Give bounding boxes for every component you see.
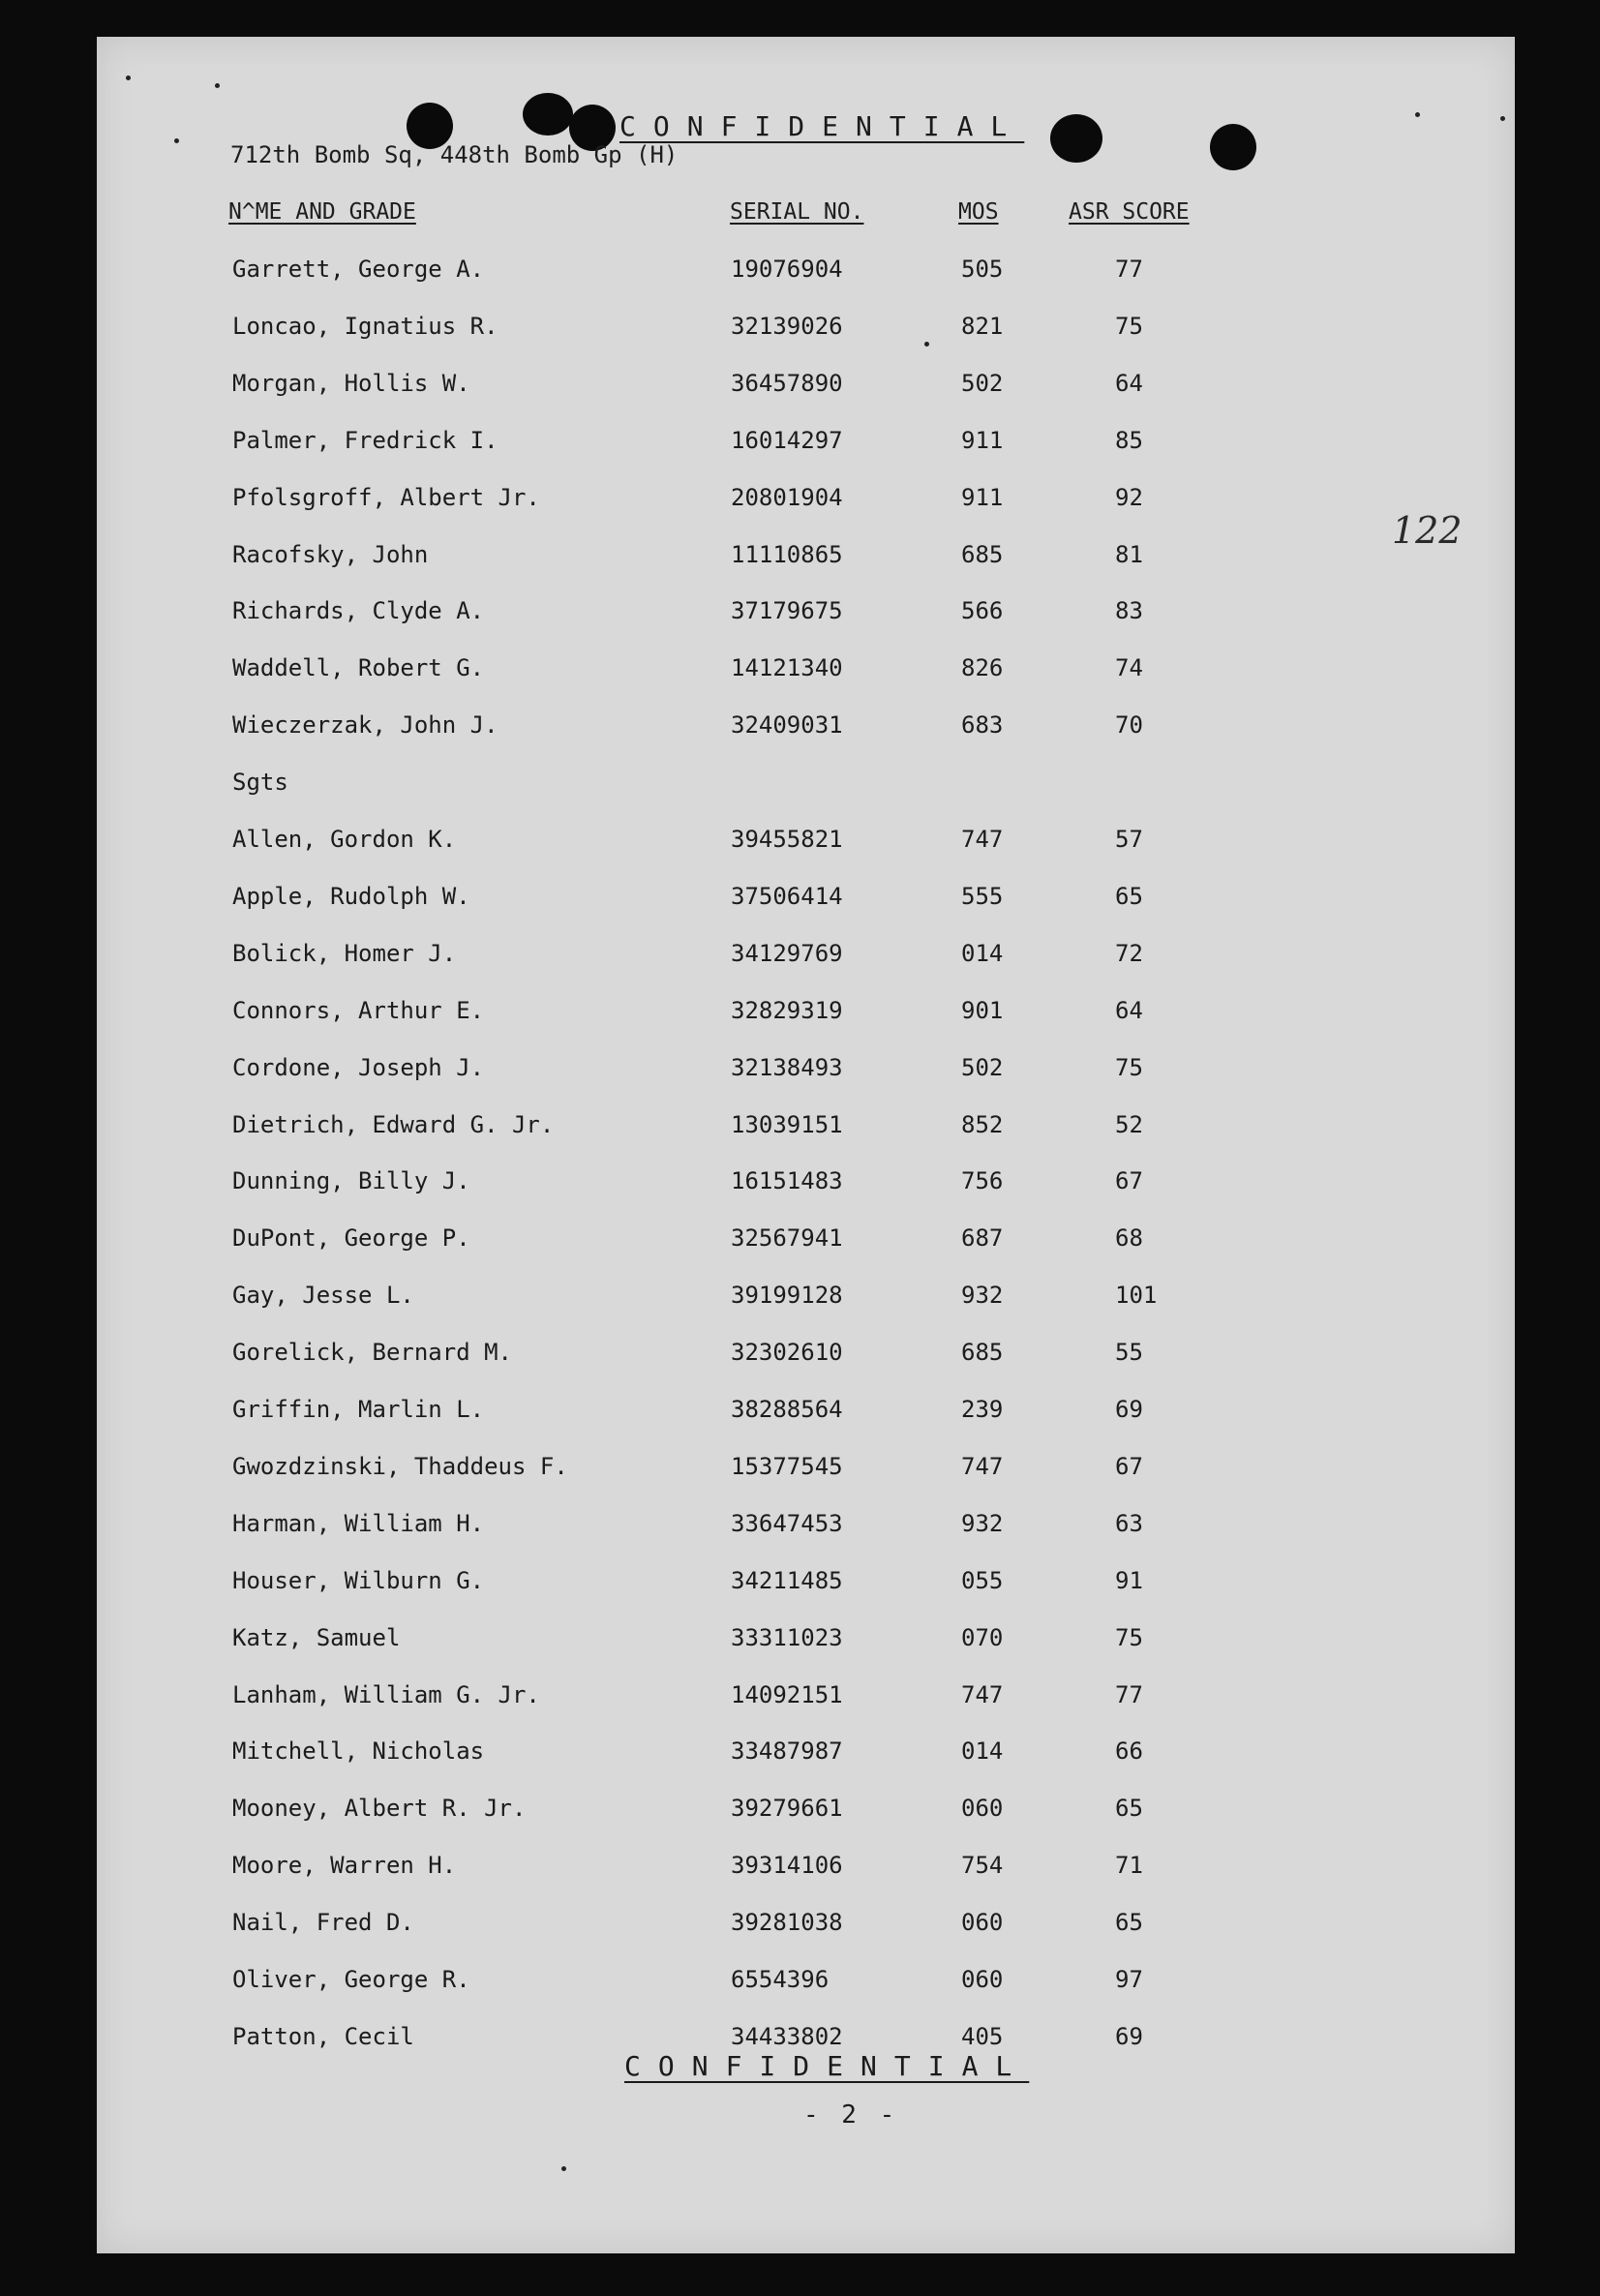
cell-serial: 32409031: [731, 711, 843, 740]
cell-serial: 32829319: [731, 996, 843, 1024]
cell-serial: 36457890: [731, 369, 843, 397]
cell-name: DuPont, George P.: [232, 1224, 470, 1253]
cell-name: Loncao, Ignatius R.: [232, 312, 498, 340]
cell-score: 67: [1115, 1452, 1143, 1480]
paper-speck: [1500, 116, 1505, 121]
table-row: [97, 1795, 1515, 1833]
cell-mos: 911: [961, 426, 1004, 454]
table-row: [97, 541, 1515, 580]
cell-name: Allen, Gordon K.: [232, 826, 457, 853]
document-page: [97, 37, 1515, 2253]
cell-mos: 687: [961, 1224, 1004, 1253]
cell-name: Pfolsgroff, Albert Jr.: [232, 483, 540, 511]
table-row: [97, 1966, 1515, 2005]
cell-name: Wieczerzak, John J.: [232, 711, 498, 740]
table-row: [97, 313, 1515, 351]
cell-mos: 911: [961, 483, 1004, 511]
cell-mos: 901: [961, 996, 1004, 1024]
cell-mos: 932: [961, 1282, 1004, 1310]
cell-mos: 566: [961, 597, 1004, 625]
cell-name: Connors, Arthur E.: [232, 996, 485, 1024]
cell-serial: 37179675: [731, 597, 843, 625]
cell-name: Gorelick, Bernard M.: [232, 1339, 512, 1367]
table-row: [97, 1339, 1515, 1377]
paper-speck: [174, 138, 179, 143]
cell-name: Gwozdzinski, Thaddeus F.: [232, 1452, 568, 1480]
cell-score: 67: [1115, 1167, 1143, 1195]
classification-header: CONFIDENTIAL: [619, 110, 1025, 142]
cell-score: 68: [1115, 1224, 1143, 1253]
classification-footer: CONFIDENTIAL: [624, 2050, 1030, 2082]
table-row: [97, 1054, 1515, 1093]
cell-score: 69: [1115, 2022, 1143, 2050]
table-row: [97, 769, 1515, 807]
cell-serial: 14092151: [731, 1680, 843, 1708]
cell-name: Griffin, Marlin L.: [232, 1396, 485, 1423]
cell-serial: 11110865: [731, 540, 843, 568]
paper-speck: [561, 2166, 566, 2171]
cell-serial: 33487987: [731, 1737, 843, 1766]
punch-hole: [1210, 124, 1256, 170]
cell-name: Mooney, Albert R. Jr.: [232, 1795, 527, 1823]
cell-name: Moore, Warren H.: [232, 1852, 457, 1880]
table-row: [97, 1453, 1515, 1492]
cell-name: Dietrich, Edward G. Jr.: [232, 1110, 555, 1138]
cell-serial: 39281038: [731, 1909, 843, 1937]
cell-score: 92: [1115, 483, 1143, 511]
cell-mos: 747: [961, 1680, 1004, 1708]
table-row: [97, 711, 1515, 750]
cell-mos: 070: [961, 1623, 1004, 1651]
cell-mos: 555: [961, 882, 1004, 910]
cell-name: Patton, Cecil: [232, 2022, 414, 2050]
cell-score: 83: [1115, 597, 1143, 625]
cell-mos: 055: [961, 1566, 1004, 1594]
cell-name: Cordone, Joseph J.: [232, 1053, 485, 1081]
cell-score: 66: [1115, 1737, 1143, 1766]
cell-serial: 16014297: [731, 426, 843, 454]
cell-name: Houser, Wilburn G.: [232, 1566, 485, 1594]
cell-score: 57: [1115, 826, 1143, 853]
cell-serial: 37506414: [731, 882, 843, 910]
column-header-serial: SERIAL NO.: [730, 199, 864, 225]
table-row: [97, 1510, 1515, 1549]
cell-score: 70: [1115, 711, 1143, 740]
column-header-mos: MOS: [958, 199, 999, 225]
table-row: [97, 1852, 1515, 1890]
cell-serial: 39279661: [731, 1795, 843, 1823]
cell-score: 65: [1115, 882, 1143, 910]
cell-serial: 33311023: [731, 1623, 843, 1651]
cell-score: 91: [1115, 1566, 1143, 1594]
table-row: [97, 597, 1515, 636]
cell-serial: 15377545: [731, 1452, 843, 1480]
table-row: [97, 1567, 1515, 1606]
table-row: [97, 1167, 1515, 1206]
cell-mos: 060: [961, 1909, 1004, 1937]
cell-serial: 39314106: [731, 1852, 843, 1880]
table-row: [97, 1282, 1515, 1320]
cell-score: 75: [1115, 1053, 1143, 1081]
cell-serial: 32139026: [731, 312, 843, 340]
paper-speck: [215, 83, 220, 88]
cell-mos: 683: [961, 711, 1004, 740]
cell-mos: 826: [961, 654, 1004, 682]
cell-name: Racofsky, John: [232, 540, 429, 568]
cell-name: Katz, Samuel: [232, 1623, 401, 1651]
table-row: [97, 1396, 1515, 1435]
cell-mos: 014: [961, 1737, 1004, 1766]
cell-name: Bolick, Homer J.: [232, 939, 457, 967]
cell-name: Palmer, Fredrick I.: [232, 426, 498, 454]
cell-mos: 756: [961, 1167, 1004, 1195]
cell-score: 75: [1115, 312, 1143, 340]
cell-name: Nail, Fred D.: [232, 1909, 414, 1937]
cell-name: Richards, Clyde A.: [232, 597, 485, 625]
cell-serial: 38288564: [731, 1396, 843, 1423]
table-row: [97, 940, 1515, 979]
cell-serial: 39199128: [731, 1282, 843, 1310]
cell-serial: 14121340: [731, 654, 843, 682]
cell-score: 85: [1115, 426, 1143, 454]
cell-name: Gay, Jesse L.: [232, 1282, 414, 1310]
table-row: [97, 1224, 1515, 1263]
cell-score: 101: [1115, 1282, 1158, 1310]
table-row: [97, 654, 1515, 693]
cell-mos: 502: [961, 369, 1004, 397]
column-header-name: N^ME AND GRADE: [228, 199, 416, 225]
table-row: [97, 883, 1515, 921]
cell-serial: 32302610: [731, 1339, 843, 1367]
paper-speck: [126, 76, 131, 80]
cell-name: Lanham, William G. Jr.: [232, 1680, 540, 1708]
cell-mos: 014: [961, 939, 1004, 967]
cell-score: 64: [1115, 996, 1143, 1024]
cell-score: 97: [1115, 1966, 1143, 1993]
cell-mos: 932: [961, 1509, 1004, 1537]
table-row: [97, 997, 1515, 1036]
cell-score: 55: [1115, 1339, 1143, 1367]
cell-serial: 34129769: [731, 939, 843, 967]
table-row: [97, 1681, 1515, 1720]
table-row: [97, 427, 1515, 466]
cell-mos: 685: [961, 540, 1004, 568]
cell-name: Mitchell, Nicholas: [232, 1737, 485, 1766]
cell-serial: 16151483: [731, 1167, 843, 1195]
cell-mos: 405: [961, 2022, 1004, 2050]
unit-title: 712th Bomb Sq, 448th Bomb Gp (H): [230, 141, 679, 168]
cell-name: Dunning, Billy J.: [232, 1167, 470, 1195]
cell-score: 81: [1115, 540, 1143, 568]
table-row: [97, 1624, 1515, 1663]
cell-serial: 33647453: [731, 1509, 843, 1537]
cell-name: Sgts: [232, 769, 288, 797]
cell-serial: 34211485: [731, 1566, 843, 1594]
cell-serial: 39455821: [731, 826, 843, 853]
cell-serial: 34433802: [731, 2022, 843, 2050]
punch-hole: [523, 93, 573, 136]
cell-mos: 239: [961, 1396, 1004, 1423]
cell-mos: 502: [961, 1053, 1004, 1081]
cell-score: 69: [1115, 1396, 1143, 1423]
cell-score: 74: [1115, 654, 1143, 682]
margin-page-number: 122: [1392, 509, 1463, 552]
cell-serial: 32567941: [731, 1224, 843, 1253]
cell-serial: 6554396: [731, 1966, 830, 1993]
cell-mos: 060: [961, 1966, 1004, 1993]
cell-score: 71: [1115, 1852, 1143, 1880]
cell-score: 77: [1115, 256, 1143, 283]
cell-name: Oliver, George R.: [232, 1966, 470, 1993]
table-row: [97, 484, 1515, 523]
table-row: [97, 1909, 1515, 1948]
cell-score: 65: [1115, 1909, 1143, 1937]
cell-score: 72: [1115, 939, 1143, 967]
cell-mos: 685: [961, 1339, 1004, 1367]
cell-score: 77: [1115, 1680, 1143, 1708]
cell-score: 65: [1115, 1795, 1143, 1823]
cell-score: 64: [1115, 369, 1143, 397]
cell-mos: 060: [961, 1795, 1004, 1823]
punch-hole: [1050, 114, 1102, 163]
cell-name: Garrett, George A.: [232, 256, 485, 283]
cell-name: Apple, Rudolph W.: [232, 882, 470, 910]
cell-serial: 19076904: [731, 256, 843, 283]
table-row: [97, 1111, 1515, 1150]
page-number: - 2 -: [803, 2100, 899, 2130]
table-row: [97, 370, 1515, 408]
column-header-score: ASR SCORE: [1069, 199, 1190, 225]
cell-score: 63: [1115, 1509, 1143, 1537]
cell-score: 75: [1115, 1623, 1143, 1651]
cell-mos: 821: [961, 312, 1004, 340]
cell-name: Morgan, Hollis W.: [232, 369, 470, 397]
cell-name: Waddell, Robert G.: [232, 654, 485, 682]
cell-mos: 852: [961, 1110, 1004, 1138]
cell-mos: 747: [961, 1452, 1004, 1480]
cell-mos: 747: [961, 826, 1004, 853]
cell-serial: 13039151: [731, 1110, 843, 1138]
paper-speck: [1415, 112, 1420, 117]
table-row: [97, 256, 1515, 294]
table-row: [97, 1737, 1515, 1776]
cell-score: 52: [1115, 1110, 1143, 1138]
cell-serial: 32138493: [731, 1053, 843, 1081]
cell-mos: 754: [961, 1852, 1004, 1880]
cell-name: Harman, William H.: [232, 1509, 485, 1537]
cell-serial: 20801904: [731, 483, 843, 511]
cell-mos: 505: [961, 256, 1004, 283]
table-row: [97, 826, 1515, 864]
